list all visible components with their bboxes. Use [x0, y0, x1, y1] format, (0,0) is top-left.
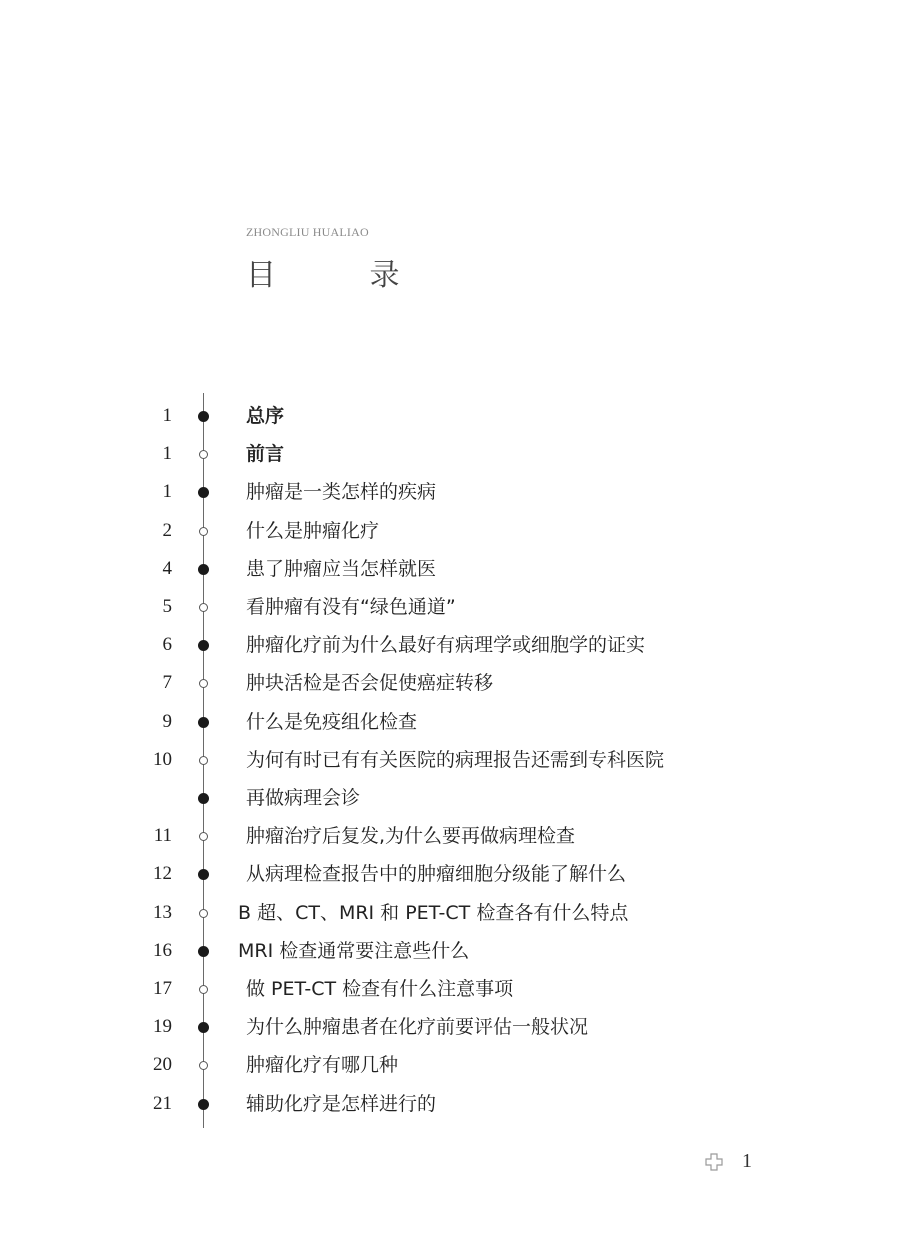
toc-page-number: 2 — [162, 519, 172, 541]
toc-page-number: 10 — [153, 748, 172, 770]
hollow-bullet-icon — [199, 1061, 208, 1070]
toc-entry-title[interactable]: 肿瘤化疗有哪几种 — [246, 1054, 399, 1077]
toc-page-number: 19 — [153, 1016, 172, 1038]
toc-entry[interactable] — [0, 1046, 900, 1084]
toc-page-number: 16 — [153, 939, 172, 961]
toc-page-number: 12 — [153, 863, 172, 885]
toc-entry[interactable] — [0, 550, 900, 588]
hollow-bullet-icon — [199, 603, 208, 612]
toc-page-number: 13 — [153, 901, 172, 923]
toc-entry-title[interactable]: B 超、CT、MRI 和 PET-CT 检查各有什么特点 — [238, 901, 629, 924]
toc-entry[interactable] — [0, 664, 900, 702]
toc-entry-title[interactable]: 患了肿瘤应当怎样就医 — [246, 557, 437, 580]
toc-page-number: 20 — [153, 1054, 172, 1076]
subtitle-romanized: ZHONGLIU HUALIAO — [246, 225, 369, 239]
toc-entry[interactable] — [0, 1085, 900, 1123]
filled-bullet-icon — [198, 793, 209, 804]
toc-entry-title[interactable]: 什么是肿瘤化疗 — [246, 519, 380, 542]
toc-entry[interactable] — [0, 1008, 900, 1046]
toc-entry-title[interactable]: 肿瘤治疗后复发,为什么要再做病理检查 — [246, 825, 576, 848]
hollow-bullet-icon — [199, 679, 208, 688]
toc-entry-title[interactable]: 总序 — [246, 405, 285, 427]
toc-entry[interactable] — [0, 894, 900, 932]
hollow-bullet-icon — [199, 985, 208, 994]
hollow-bullet-icon — [199, 756, 208, 765]
hollow-bullet-icon — [199, 909, 208, 918]
toc-page-number: 6 — [162, 634, 172, 656]
toc-page-number: 17 — [153, 978, 172, 999]
toc-page-number: 7 — [162, 672, 172, 694]
toc-entry-title[interactable]: 肿块活检是否会促使癌症转移 — [246, 672, 494, 695]
toc-entry[interactable] — [0, 703, 900, 741]
toc-entry[interactable] — [0, 779, 900, 817]
filled-bullet-icon — [198, 411, 209, 422]
filled-bullet-icon — [198, 640, 209, 651]
toc-entry-title[interactable]: 辅助化疗是怎样进行的 — [246, 1092, 437, 1115]
toc-entry[interactable] — [0, 855, 900, 893]
toc-entry[interactable] — [0, 512, 900, 550]
filled-bullet-icon — [198, 564, 209, 575]
toc-entry[interactable] — [0, 626, 900, 664]
hollow-bullet-icon — [199, 450, 208, 459]
toc-entry-title[interactable]: 为何有时已有有关医院的病理报告还需到专科医院 — [246, 748, 665, 771]
toc-entry-title[interactable]: 再做病理会诊 — [246, 787, 361, 809]
toc-entry-title[interactable]: 前言 — [246, 443, 285, 466]
toc-page-number: 4 — [162, 557, 172, 579]
toc-entry-title[interactable]: 肿瘤是一类怎样的疾病 — [246, 481, 437, 504]
toc-entry-title[interactable]: MRI 检查通常要注意些什么 — [238, 939, 470, 962]
filled-bullet-icon — [198, 1099, 209, 1110]
toc-entry[interactable] — [0, 970, 900, 1008]
cross-outline-icon — [705, 1153, 723, 1171]
hollow-bullet-icon — [199, 832, 208, 841]
toc-page-number: 1 — [162, 405, 172, 426]
page-number: 1 — [742, 1150, 752, 1172]
filled-bullet-icon — [198, 487, 209, 498]
toc-page-number: 1 — [162, 481, 172, 503]
toc-page-number: 9 — [162, 710, 172, 732]
toc-page-number: 21 — [153, 1092, 172, 1114]
toc-entry[interactable] — [0, 397, 900, 435]
toc-entry-title[interactable]: 什么是免疫组化检查 — [246, 710, 418, 733]
filled-bullet-icon — [198, 869, 209, 880]
toc-entry[interactable] — [0, 588, 900, 626]
toc-entry[interactable] — [0, 473, 900, 511]
toc-entry[interactable] — [0, 817, 900, 855]
toc-page-number: 11 — [153, 825, 172, 847]
toc-entry[interactable] — [0, 435, 900, 473]
toc-entry-title[interactable]: 肿瘤化疗前为什么最好有病理学或细胞学的证实 — [246, 634, 646, 657]
page-title: 目 录 — [246, 258, 442, 293]
toc-entry-title[interactable]: 从病理检查报告中的肿瘤细胞分级能了解什么 — [246, 863, 627, 886]
filled-bullet-icon — [198, 1022, 209, 1033]
toc-page-number: 1 — [162, 443, 172, 465]
toc-entry[interactable] — [0, 741, 900, 779]
toc-page-number: 5 — [162, 596, 172, 617]
toc-entry[interactable] — [0, 932, 900, 970]
hollow-bullet-icon — [199, 527, 208, 536]
toc-entry-title[interactable]: 做 PET-CT 检查有什么注意事项 — [246, 978, 514, 1000]
toc-entry-title[interactable]: 看肿瘤有没有“绿色通道” — [246, 596, 456, 618]
toc-entry-title[interactable]: 为什么肿瘤患者在化疗前要评估一般状况 — [246, 1016, 589, 1039]
filled-bullet-icon — [198, 717, 209, 728]
filled-bullet-icon — [198, 946, 209, 957]
